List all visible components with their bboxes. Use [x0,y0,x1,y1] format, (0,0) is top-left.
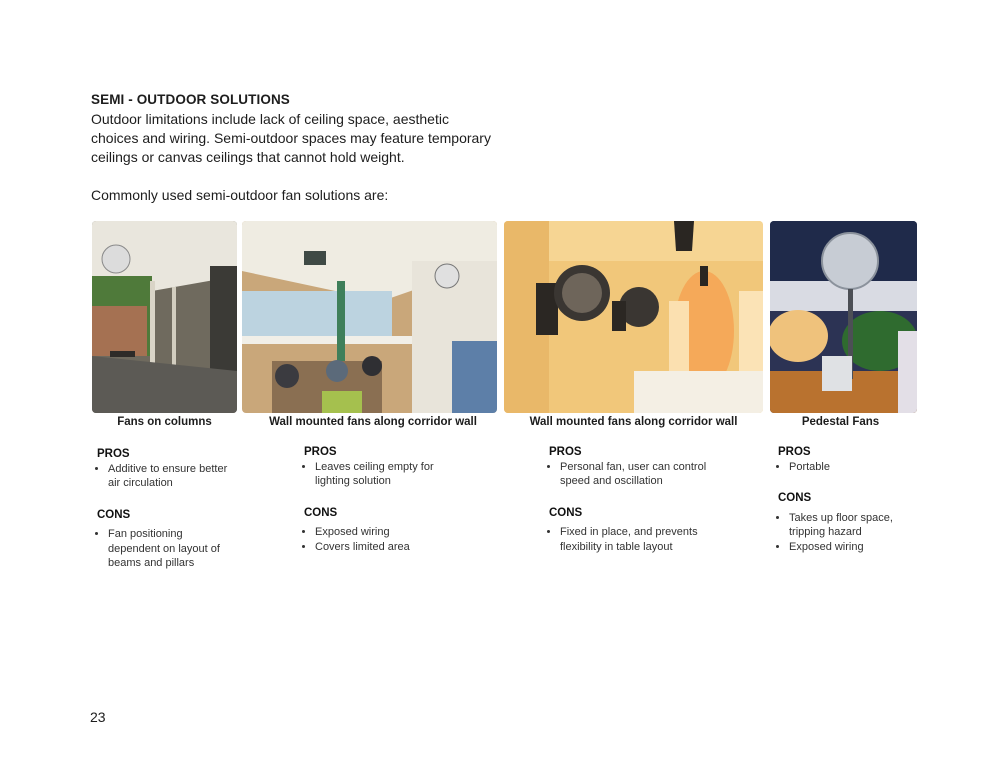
photo-fans-on-columns [92,221,237,413]
cons-item: • Exposed wiring [789,540,913,555]
pros-list [304,460,436,489]
caption-wall-fans-2: Wall mounted fans along corridor wall [529,416,738,428]
cons-list [778,511,913,555]
solution-column-3 [549,445,719,554]
page-number: 23 [90,709,106,725]
cons-item: • Fixed in place, and prevents flexibility in table layout [560,525,719,554]
solution-column-2 [304,445,436,554]
cons-heading: CONS [304,506,338,519]
cons-heading: CONS [778,492,812,504]
pros-heading: PROS [304,446,337,458]
pros-item: • Leaves ceiling empty for lighting solution [315,460,436,489]
pros-heading: PROS [97,448,130,460]
cons-heading: CONS [549,506,583,519]
pros-item: • Additive to ensure better air circulation [108,462,235,491]
cons-list [97,527,235,571]
section-title: SEMI - OUTDOOR SOLUTIONS [91,92,290,107]
cons-item: • Fan positioning dependent on layout of beams and pillars [108,527,235,571]
pros-item: • Personal fan, user can control speed and oscillation [560,460,719,489]
caption-fans-on-columns: Fans on columns [117,416,212,428]
pros-list [549,460,719,489]
caption-pedestal-fans: Pedestal Fans [801,416,880,428]
pros-heading: PROS [778,446,811,458]
cons-item: • Covers limited area [315,540,436,555]
caption-wall-fans-1: Wall mounted fans along corridor wall [269,416,477,428]
pros-list [97,462,235,491]
cons-heading: CONS [97,508,131,521]
pros-list [778,460,913,475]
solution-column-4 [778,445,913,554]
cons-item: • Takes up floor space, tripping hazard [789,511,913,540]
cons-list [304,525,436,554]
pros-heading: PROS [549,446,582,458]
cons-item: • Exposed wiring [315,525,436,540]
photo-wall-fans-corridor-2 [504,221,763,413]
photo-pedestal-fans [770,221,917,413]
pros-item: • Portable [789,460,913,475]
cons-list [549,525,719,554]
intro-paragraph: Outdoor limitations include lack of ceiling space, aesthetic choices and wiring. Semi-outdoor spaces may feature temporary ceilings or canvas ceilings that cannot hold weight. [91,111,491,165]
photo-wall-fans-corridor-1 [242,221,497,413]
lead-sentence: Commonly used semi-outdoor fan solutions are: [91,187,389,203]
solution-column-1 [97,447,235,571]
